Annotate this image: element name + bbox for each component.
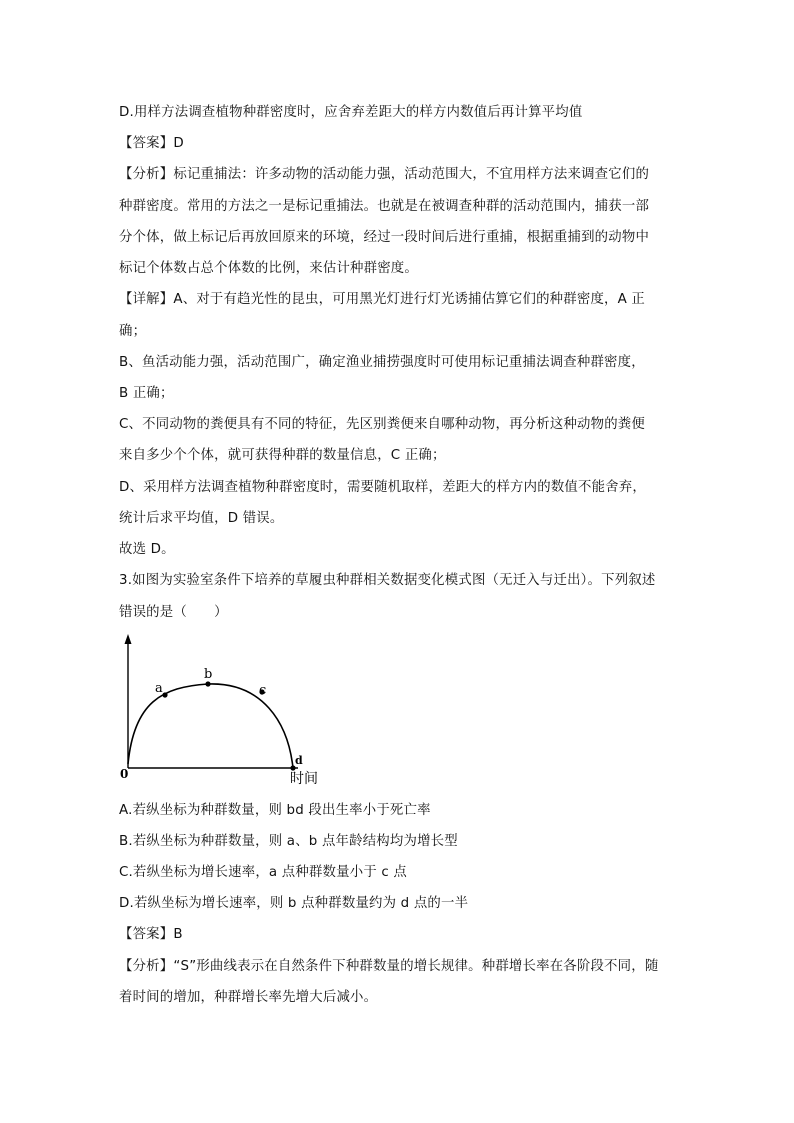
answer-line-2: 【答案】B — [119, 927, 183, 942]
question-3-stem-line-1: 3.如图为实验室条件下培养的草履虫种群相关数据变化模式图（无迁入与迁出）。下列叙述 — [119, 573, 656, 588]
analysis-line-3: 分个体，做上标记后再放回原来的环境，经过一段时间后进行重捕，根据重捕到的动物中 — [119, 230, 650, 245]
question-3-stem-line-2: 错误的是（ ） — [119, 605, 228, 620]
explanation-d-line-2: 统计后求平均值，D 错误。 — [119, 511, 284, 526]
option-d: D.若纵坐标为增长速率，则 b 点种群数量约为 d 点的一半 — [119, 896, 469, 911]
label-a: a — [155, 681, 163, 696]
x-axis-label: 时间 — [290, 771, 318, 787]
origin-label: 0 — [120, 767, 129, 781]
explanation-a-line-2: 确； — [119, 324, 147, 339]
analysis-line-4: 标记个体数占总个体数的比例，来估计种群密度。 — [119, 261, 418, 276]
conclusion-line: 故选 D。 — [119, 542, 175, 557]
analysis-line-1: 【分析】标记重捕法：许多动物的活动能力强，活动范围大，不宜用样方法来调查它们的 — [119, 167, 650, 182]
analysis2-line-2: 着时间的增加，种群增长率先增大后减小。 — [119, 990, 378, 1005]
label-d: d — [295, 754, 303, 767]
population-curve — [128, 684, 293, 768]
curve-diagram — [112, 632, 332, 792]
explanation-c-line-2: 来自多少个个体，就可获得种群的数量信息，C 正确； — [119, 448, 446, 463]
analysis-line-2: 种群密度。常用的方法之一是标记重捕法。也就是在被调查种群的活动范围内，捕获一部 — [119, 199, 650, 214]
option-c: C.若纵坐标为增长速率，a 点种群数量小于 c 点 — [119, 865, 407, 880]
explanation-a-line-1: 【详解】A、对于有趋光性的昆虫，可用黑光灯进行灯光诱捕估算它们的种群密度，A 正 — [119, 292, 646, 307]
explanation-b-line-1: B、鱼活动能力强，活动范围广，确定渔业捕捞强度时可使用标记重捕法调查种群密度， — [119, 355, 645, 370]
point-b — [205, 681, 210, 686]
y-axis-arrow — [125, 634, 132, 644]
explanation-d-line-1: D、采用样方法调查植物种群密度时，需要随机取样，差距大的样方内的数值不能舍弃， — [119, 480, 646, 495]
label-b: b — [204, 667, 213, 682]
point-a — [162, 692, 167, 697]
option-a: A.若纵坐标为种群数量，则 bd 段出生率小于死亡率 — [119, 803, 431, 818]
answer-line: 【答案】D — [119, 136, 184, 151]
option-d-previous-question: D.用样方法调查植物种群密度时，应舍弃差距大的样方内数值后再计算平均值 — [119, 105, 583, 120]
option-b: B.若纵坐标为种群数量，则 a、b 点年龄结构均为增长型 — [119, 834, 458, 849]
analysis2-line-1: 【分析】“S”形曲线表示在自然条件下种群数量的增长规律。种群增长率在各阶段不同，随 — [119, 959, 659, 974]
explanation-c-line-1: C、不同动物的粪便具有不同的特征，先区别粪便来自哪种动物，再分析这种动物的粪便 — [119, 417, 645, 432]
population-curve-figure — [112, 632, 332, 796]
explanation-b-line-2: B 正确； — [119, 386, 174, 401]
label-c: c — [259, 683, 267, 698]
